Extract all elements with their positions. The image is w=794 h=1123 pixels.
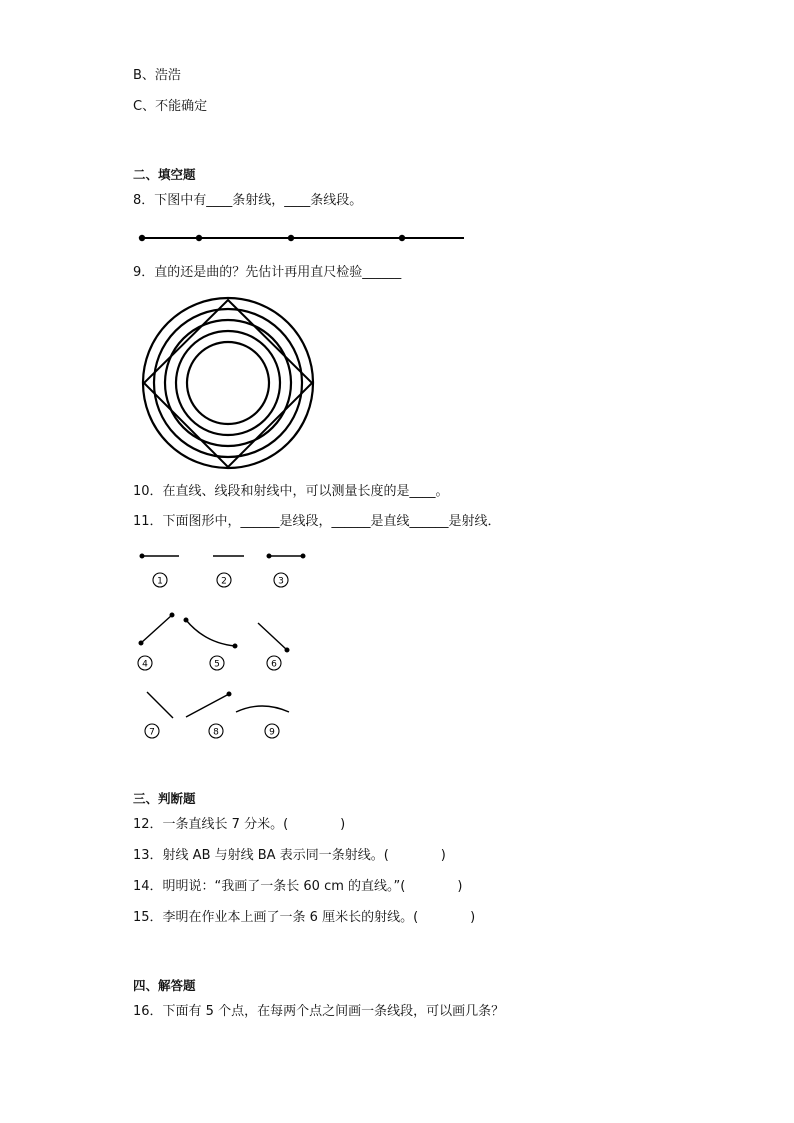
section-heading-fill-blank: 二、填空题: [133, 167, 196, 182]
option-b: B、浩浩: [133, 68, 181, 83]
svg-text:8: 8: [213, 727, 219, 738]
svg-text:4: 4: [142, 659, 148, 670]
question-16: 16．下面有 5 个点，在每两个点之间画一条线段，可以画几条？: [133, 1004, 505, 1019]
svg-text:5: 5: [214, 659, 220, 670]
question-14: 14．明明说：“我画了一条长 60 cm 的直线。”( ): [133, 879, 463, 894]
question-12: 12．一条直线长 7 分米。( ): [133, 817, 346, 832]
question-8: 8．下图中有____条射线，____条线段。: [133, 193, 363, 208]
question-15: 15．李明在作业本上画了一条 6 厘米长的射线。( ): [133, 910, 476, 925]
svg-text:9: 9: [269, 727, 275, 738]
question-11: 11．下面图形中，______是线段，______是直线______是射线．: [133, 514, 501, 529]
svg-text:2: 2: [221, 576, 227, 587]
svg-text:6: 6: [271, 659, 277, 670]
section-heading-judge: 三、判断题: [133, 791, 196, 806]
svg-text:3: 3: [278, 576, 284, 587]
option-c: C、不能确定: [133, 99, 208, 114]
question-13: 13．射线 AB 与射线 BA 表示同一条射线。( ): [133, 848, 446, 863]
section-heading-answer: 四、解答题: [133, 978, 196, 993]
question-10: 10．在直线、线段和射线中，可以测量长度的是____。: [133, 484, 449, 499]
svg-text:7: 7: [149, 727, 155, 738]
question-9: 9．直的还是曲的？先估计再用直尺检验______: [133, 265, 402, 280]
svg-text:1: 1: [157, 576, 163, 587]
